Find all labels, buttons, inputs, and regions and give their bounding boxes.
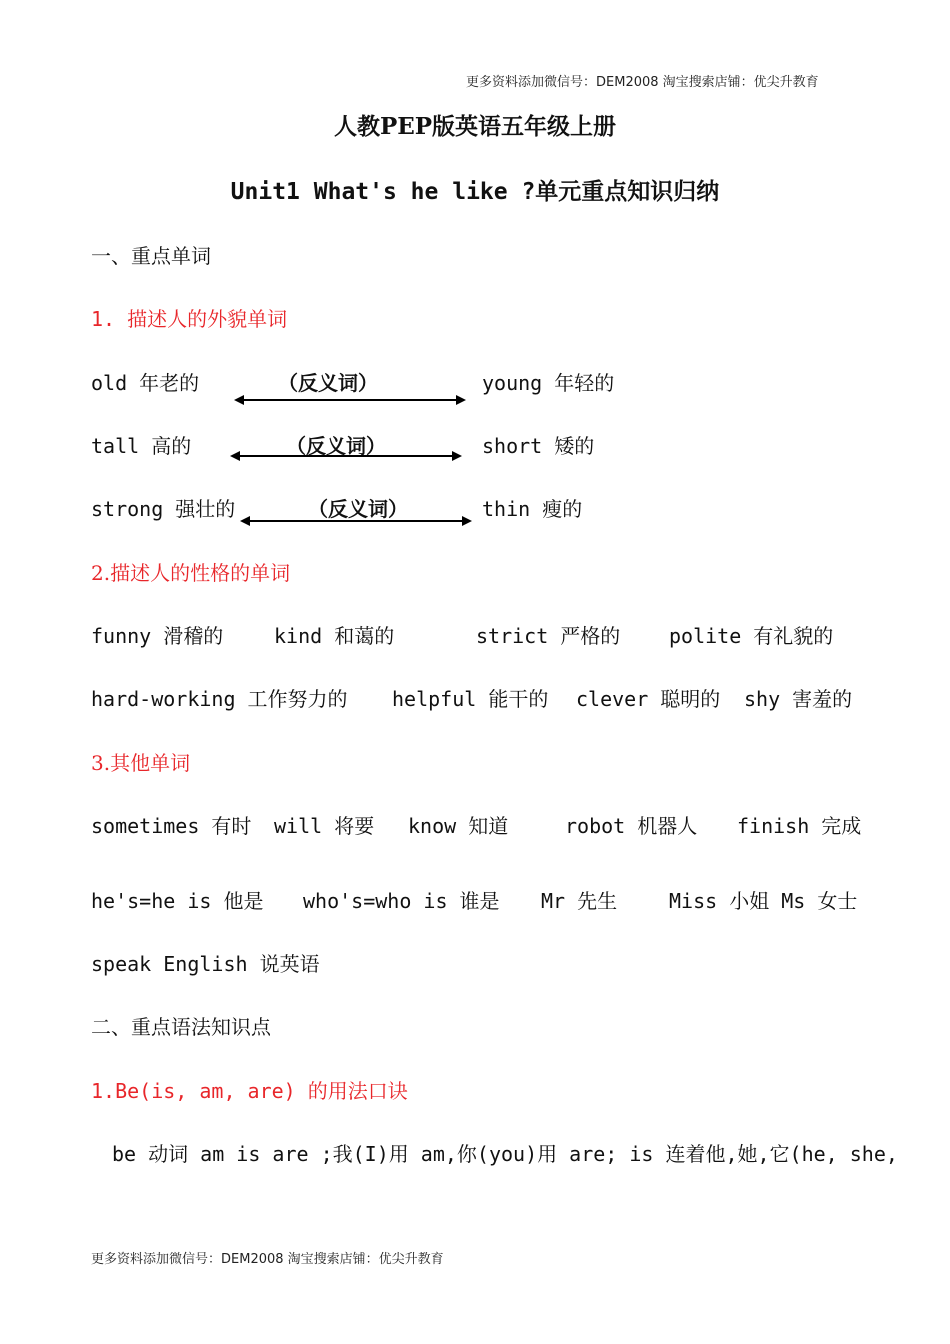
section1-heading: 一、重点单词 <box>91 244 211 268</box>
pair-left: tall 高的 <box>91 434 192 458</box>
vocab-item: clever 聪明的 <box>576 687 721 711</box>
double-arrow-icon <box>234 367 466 409</box>
vocab-item: helpful 能干的 <box>392 687 549 711</box>
vocab-item: speak English 说英语 <box>91 952 320 976</box>
vocab-item: sometimes 有时 <box>91 814 252 838</box>
antonym-arrow <box>240 493 472 535</box>
vocab-item: finish 完成 <box>737 814 862 838</box>
pair-right: short 矮的 <box>482 434 595 458</box>
part3-heading: 3.其他单词 <box>91 751 191 775</box>
vocab-item: know 知道 <box>408 814 509 838</box>
antonym-label: （反义词） <box>308 497 408 521</box>
antonym-arrow <box>234 367 466 409</box>
pair-left: old 年老的 <box>91 371 200 395</box>
vocab-item: shy 害羞的 <box>744 687 853 711</box>
page-title: 人教PEP版英语五年级上册 <box>333 113 617 140</box>
vocab-item: strict 严格的 <box>476 624 621 648</box>
grammar-heading: 1.Be(is, am, are) 的用法口诀 <box>91 1079 408 1103</box>
grammar-text: be 动词 am is are ;我(I)用 am,你(you)用 are; is 连着他,她,它(he, she, <box>112 1142 898 1166</box>
vocab-item: will 将要 <box>274 814 375 838</box>
vocab-item: Miss 小姐 Ms 女士 <box>669 889 858 913</box>
part1-heading: 1. 描述人的外貌单词 <box>91 307 288 331</box>
antonym-label: （反义词） <box>278 371 378 395</box>
vocab-item: he's=he is 他是 <box>91 889 264 913</box>
vocab-item: who's=who is 谁是 <box>303 889 500 913</box>
part2-heading: 2.描述人的性格的单词 <box>91 561 291 585</box>
section2-heading: 二、重点语法知识点 <box>91 1015 271 1039</box>
antonym-arrow <box>230 430 462 472</box>
double-arrow-icon <box>230 430 462 472</box>
vocab-item: funny 滑稽的 <box>91 624 224 648</box>
antonym-label: （反义词） <box>286 434 386 458</box>
vocab-item: kind 和蔼的 <box>274 624 395 648</box>
vocab-item: polite 有礼貌的 <box>669 624 834 648</box>
page-subtitle: Unit1 What's he like ?单元重点知识归纳 <box>230 179 720 205</box>
pair-right: young 年轻的 <box>482 371 615 395</box>
vocab-item: robot 机器人 <box>565 814 698 838</box>
vocab-item: hard-working 工作努力的 <box>91 687 348 711</box>
pair-left: strong 强壮的 <box>91 497 236 521</box>
header-contact: 更多资料添加微信号：DEM2008 淘宝搜索店铺：优尖升教育 <box>466 75 819 90</box>
pair-right: thin 瘦的 <box>482 497 583 521</box>
footer-contact: 更多资料添加微信号：DEM2008 淘宝搜索店铺：优尖升教育 <box>91 1252 444 1267</box>
double-arrow-icon <box>240 493 472 535</box>
vocab-item: Mr 先生 <box>541 889 618 913</box>
